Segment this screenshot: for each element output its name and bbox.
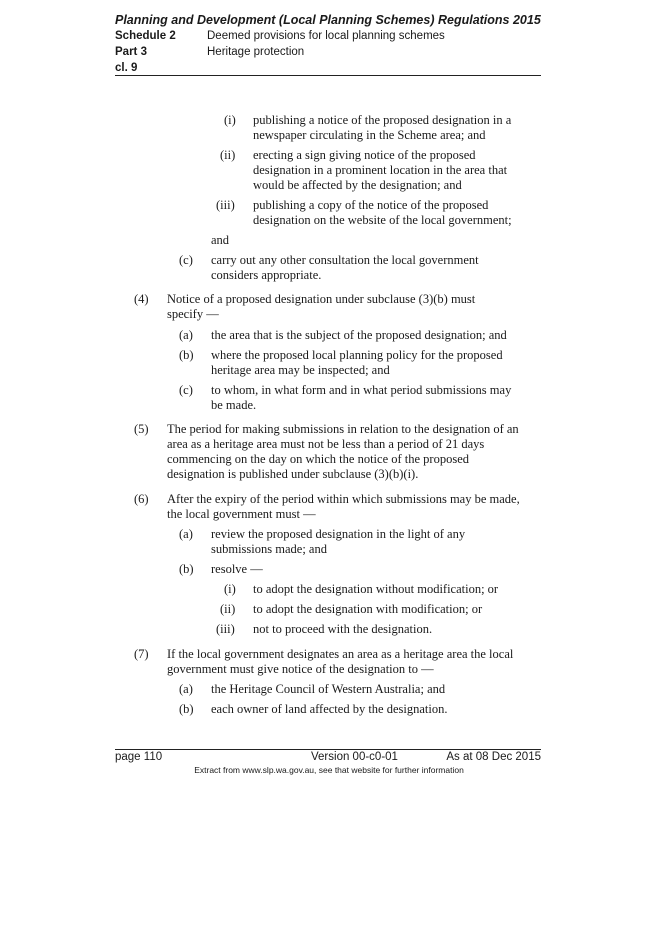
text-line: publishing a notice of the proposed designation in a xyxy=(253,113,512,127)
text-line: resolve — xyxy=(211,562,263,576)
text-line: designation on the website of the local government; xyxy=(253,213,512,227)
text-line: specify — xyxy=(167,307,219,321)
text-line: commencing on the day on which the notice of the proposed xyxy=(167,452,470,466)
version-label: Version 00-c0-01 xyxy=(311,751,398,763)
subpara-number: (iii) xyxy=(216,622,235,636)
text-line: government must give notice of the designation to — xyxy=(167,662,434,676)
schedule-row xyxy=(115,28,541,44)
part-text: Heritage protection xyxy=(207,46,305,58)
part-row xyxy=(115,44,541,60)
subpara-number: (ii) xyxy=(220,602,236,616)
paragraph-number: (c) xyxy=(179,253,193,267)
text-line: If the local government designates an area as a heritage area the local xyxy=(167,647,514,661)
clause-row xyxy=(115,60,541,76)
text-line: and xyxy=(211,233,230,247)
text-line: the local government must — xyxy=(167,507,316,521)
text-line: to adopt the designation without modification; or xyxy=(253,582,499,596)
text-line: the Heritage Council of Western Australia; and xyxy=(211,682,446,696)
text-line: publishing a copy of the notice of the proposed xyxy=(253,198,489,212)
subclause-number: (6) xyxy=(134,492,149,506)
text-line: heritage area may be inspected; and xyxy=(211,363,390,377)
schedule-text: Deemed provisions for local planning schemes xyxy=(207,30,445,42)
subclause-number: (5) xyxy=(134,422,149,436)
paragraph-number: (a) xyxy=(179,527,193,541)
text-line: where the proposed local planning policy for the proposed xyxy=(211,348,503,362)
text-line: to whom, in what form and in what period submissions may xyxy=(211,383,512,397)
clause-label: cl. 9 xyxy=(115,62,138,74)
text-line: be made. xyxy=(211,398,257,412)
text-line: designation in a prominent location in the area that xyxy=(253,163,508,177)
subpara-number: (i) xyxy=(224,582,236,596)
paragraph-number: (b) xyxy=(179,348,194,362)
part-label: Part 3 xyxy=(115,46,147,58)
schedule-label: Schedule 2 xyxy=(115,30,176,42)
text-line: review the proposed designation in the light of any xyxy=(211,527,466,541)
subpara-number: (iii) xyxy=(216,198,235,212)
text-line: submissions made; and xyxy=(211,542,327,556)
text-line: would be affected by the designation; and xyxy=(253,178,462,192)
text-line: area as a heritage area must not be less than a period of 21 days xyxy=(167,437,485,451)
text-line: each owner of land affected by the designation. xyxy=(211,702,448,716)
text-line: carry out any other consultation the local government xyxy=(211,253,479,267)
text-line: considers appropriate. xyxy=(211,268,322,282)
header-divider xyxy=(115,75,541,76)
text-line: After the expiry of the period within which submissions may be made, xyxy=(167,492,520,506)
running-footer xyxy=(115,750,541,776)
paragraph-number: (a) xyxy=(179,328,193,342)
text-line: not to proceed with the designation. xyxy=(253,622,433,636)
page-number: page 110 xyxy=(115,751,163,763)
text-line: the area that is the subject of the proposed designation; and xyxy=(211,328,507,342)
paragraph-number: (b) xyxy=(179,702,194,716)
text-line: to adopt the designation with modification; or xyxy=(253,602,483,616)
running-header xyxy=(115,12,541,76)
subclause-number: (7) xyxy=(134,647,149,661)
extract-notice: Extract from www.slp.wa.gov.au, see that website for further information xyxy=(194,765,464,775)
paragraph-number: (c) xyxy=(179,383,193,397)
as-at-date: As at 08 Dec 2015 xyxy=(446,751,541,763)
text-line: newspaper circulating in the Scheme area; and xyxy=(253,128,486,142)
paragraph-number: (b) xyxy=(179,562,194,576)
text-line: designation is published under subclause (3)(b)(i). xyxy=(167,467,419,481)
text-line: erecting a sign giving notice of the proposed xyxy=(253,148,476,162)
footer-row xyxy=(115,750,541,765)
subclause-number: (4) xyxy=(134,292,149,306)
paragraph-number: (a) xyxy=(179,682,193,696)
subpara-number: (ii) xyxy=(220,148,236,162)
text-line: The period for making submissions in relation to the designation of an xyxy=(167,422,519,436)
regulation-title: Planning and Development (Local Planning Schemes) Regulations 2015 xyxy=(115,13,541,27)
text-line: Notice of a proposed designation under subclause (3)(b) must xyxy=(167,292,476,306)
subpara-number: (i) xyxy=(224,113,236,127)
